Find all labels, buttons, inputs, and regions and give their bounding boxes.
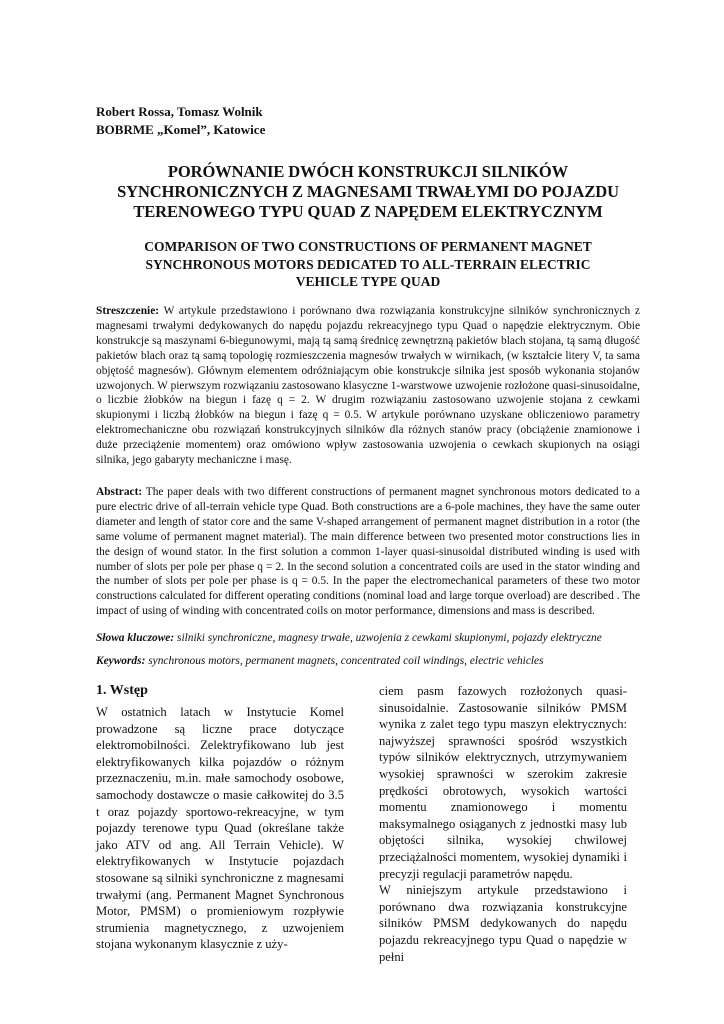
keywords-english-label: Keywords: — [96, 655, 146, 667]
abstract-polish — [96, 304, 640, 468]
abstract-polish-label: Streszczenie: — [96, 305, 160, 317]
keywords-english — [96, 654, 640, 669]
title-polish-line: PORÓWNANIE DWÓCH KONSTRUKCJI SILNIKÓW — [167, 162, 569, 181]
body-paragraph: ciem pasm fazowych rozłożonych quasi-sinusoidalnie. Zastosowanie silników PMSM wynika z zalet tego typu maszyn elektrycznych: najwyższej sprawności spośród wszystkich typów silników elektrycznych, utrzymywaniem wysokiej sprawności w szerokim zakresie prędkości obrotowych, wysokich wartości momentu znamionowego i momentu maksymalnego osiąganych z jednostki masy lub objętości silnika, wysokiej chwilowej przeciążalności momentem, wysokiej dynamiki i precyzji regulacji parametrów napędu. — [379, 684, 627, 881]
keywords-polish-text: silniki synchroniczne, magnesy trwałe, uzwojenia z cewkami skupionymi, pojazdy elektryczne — [174, 632, 602, 644]
left-column — [96, 704, 344, 953]
title-english-line: SYNCHRONOUS MOTORS DEDICATED TO ALL-TERRAIN ELECTRIC — [145, 256, 591, 272]
keywords-polish — [96, 631, 640, 646]
abstract-english — [96, 485, 640, 619]
author-names: Robert Rossa, Tomasz Wolnik — [96, 104, 263, 119]
author-block — [96, 103, 265, 139]
title-english-line: COMPARISON OF TWO CONSTRUCTIONS OF PERMANENT MAGNET — [144, 239, 592, 254]
abstract-polish-text: W artykule przedstawiono i porównano dwa rozwiązania konstrukcyjne silników synchronicznych z magnesami trwałymi dedykowanych do napędu pojazdu rekreacyjnego typu Quad o napędzie elektrycznym. Obie konstrukcje są maszynami 6-biegunowymi, mają tą samą średnicę zewnętrzną pakietów blach stojana, tą samą długość pakietów blach oraz tą samą topologię rozmieszczenia magnesów trwałych w wirnikach, (w kształcie litery V, ta sama objętość magnesów). Głównym elementem odróżniającym obie konstrukcje silnika jest sposób wykonania stojanów uzwojonych. W pierwszym rozwiązaniu zastosowano klasyczne 1-warstwowe uzwojenie rozłożone quasi-sinusoidalne, o liczbie żłobków na biegun i fazę q = 2. W drugim rozwiązaniu zastosowano uzwojenie stojana z cewkami skupionymi i liczbą żłobków na biegun i fazę q = 0.5. W artykule porównano uzyskane obliczeniowo parametry elektromechaniczne obu rozwiązań konstrukcyjnych silników dla różnych stanów pracy (obciążenie znamionowe i duże przeciążenie momentem) oraz omówiono wpływ zastosowania uzwojenia o cewkach skupionych na osiągi silnika, jego gabaryty mechaniczne i masę. — [96, 305, 640, 467]
keywords-polish-label: Słowa kluczowe: — [96, 632, 175, 644]
title-english — [96, 238, 640, 291]
abstract-english-label: Abstract: — [96, 486, 143, 498]
body-paragraph: W niniejszym artykule przedstawiono i porównano dwa rozwiązania konstrukcyjne silników PMSM dedykowanych do napędu pojazdu rekreacyjnego typu Quad o napędzie w pełni — [379, 883, 627, 964]
title-polish-line: SYNCHRONICZNYCH Z MAGNESAMI TRWAŁYMI DO POJAZDU — [117, 182, 619, 201]
title-polish — [96, 162, 640, 222]
section-heading: 1. Wstęp — [96, 683, 148, 698]
abstract-english-text: The paper deals with two different constructions of permanent magnet synchronous motors dedicated to a pure electric drive of all-terrain vehicle type Quad. Both constructions are a 6-pole machines, they have the same outer diameter and length of stator core and the same V-shaped arrangement of permanent magnet distribution in a rotor (the same volume of permanent magnet material). The main difference between two presented motor constructions lies in the design of wound stator. In the first solution a common 1-layer quasi-sinusoidal distributed winding is used with number of slots per pole per phase q = 2. In the second solution a concentrated coils are used in the stator winding and the number of slots per pole per phase is q = 0.5. In the paper the electromechanical parameters of these two motor constructions calculated for different operating conditions (nominal load and large torque overload) are described . The impact of using of winding with concentrated coils on motor performance, dimensions and mass is described. — [96, 486, 640, 618]
author-affiliation: BOBRME „Komel”, Katowice — [96, 122, 266, 137]
keywords-english-text: synchronous motors, permanent magnets, concentrated coil windings, electric vehicles — [145, 655, 544, 667]
title-english-line: VEHICLE TYPE QUAD — [295, 274, 441, 289]
right-column — [379, 683, 627, 965]
body-paragraph: W ostatnich latach w Instytucie Komel prowadzone są liczne prace dotyczące elektromobilności. Zelektryfikowano lub jest elektryfikowanych kilka pojazdów o różnym przeznaczeniu, m.in. małe samochody osobowe, samochody dostawcze o masie całkowitej do 3.5 t oraz pojazdy sportowo-rekreacyjne, w tym pojazdy terenowe typu Quad (określane także jako ATV od ang. All Terrain Vehicle). W elektryfikowanych w Instytucie pojazdach stosowane są silniki synchroniczne z magnesami trwałymi (ang. Permanent Magnet Synchronous Motor, PMSM) o promieniowym rozpływie strumienia magnetycznego, z uzwojeniem stojana wykonanym klasycznie z uży- — [96, 705, 344, 952]
title-polish-line: TERENOWEGO TYPU QUAD Z NAPĘDEM ELEKTRYCZNYM — [133, 202, 603, 221]
